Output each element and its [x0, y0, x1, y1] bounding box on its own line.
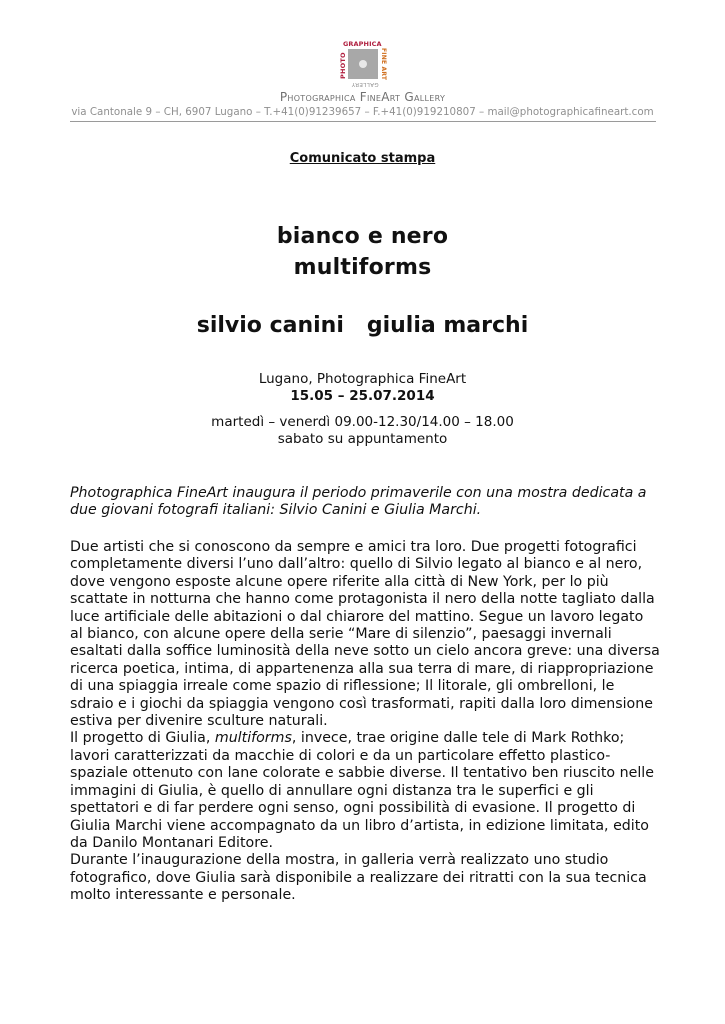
intro-paragraph: Photographica FineArt inaugura il periodo primaverile con una mostra dedicata a due giovani fotografi italiani: Silvio Canini e Giulia Marchi.	[70, 485, 647, 519]
exhibition-dates: 15.05 – 25.07.2014	[290, 388, 435, 404]
paragraph-giulia	[70, 730, 660, 852]
logo-square-icon	[348, 49, 378, 79]
logo-left-text: PHOTO	[339, 52, 347, 80]
paragraph-giulia-start: Il progetto di Giulia,	[70, 730, 215, 747]
gallery-address: via Cantonale 9 – CH, 6907 Lugano – T.+41(0)91239657 – F.+41(0)919210807 – mail@photographicafineart.com	[71, 106, 654, 118]
opening-hours: martedì – venerdì 09.00-12.30/14.00 – 18.00	[211, 414, 514, 430]
paragraph-giulia-rest: , invece, trae origine dalle tele di Mark Rothko; lavori caratterizzati da macchie di colori e da un particolare effetto plastico-spaziale ottenuto con lane colorate e sabbie diverse. Il tentativo ben riuscito nelle immagini di Giulia, è quello di annullare ogni distanza tra le superfici e gli spettatori e di far perdere ogni senso, ogni possibilità di evasione. Il progetto di Giulia Marchi viene accompagnato da un libro d’artista, in edizione limitata, edito da Danilo Montanari Editore.	[70, 730, 654, 851]
artists-names: silvio canini giulia marchi	[196, 313, 529, 338]
paragraph-silvio: Due artisti che si conoscono da sempre e amici tra loro. Due progetti fotografici completamente diversi l’uno dall’altro: quello di Silvio legato al bianco e al nero, dove vengono esposte alcune opere riferite alla città di New York, per lo più scattate in notturna che hanno come protagonista il nero della notte tagliato dalla luce artificiale delle abitazioni o dal chiarore del mattino. Segue un lavoro legato al bianco, con alcune opere della serie “Mare di silenzio”, paesaggi invernali esaltati dalla soffice luminosità della neve sotto un cielo ancora greve: una diversa ricerca poetica, intima, di appartenenza alla sua terra di mare, di riappropriazione di una spiaggia irreale come spazio di riflessione; Il litorale, gli ombrelloni, le sdraio e i giochi da spiaggia vengono così trasformati, rapiti dalla loro dimensione estiva per divenire sculture naturali.	[70, 539, 660, 730]
appointment-note: sabato su appuntamento	[277, 431, 448, 447]
header-divider	[70, 121, 656, 122]
paragraph-giulia-project: multiforms	[214, 730, 292, 747]
paragraph-inauguration: Durante l’inaugurazione della mostra, in galleria verrà realizzato uno studio fotografico, dove Giulia sarà disponibile a realizzare dei ritratti con la sua tecnica molto interessante e personale.	[70, 852, 647, 904]
main-text	[70, 539, 660, 905]
exhibition-title-line2: multiforms	[293, 255, 432, 280]
gallery-logo	[339, 40, 389, 90]
logo-top-text: GRAPHICA	[343, 40, 382, 48]
exhibition-title-line1: bianco e nero	[276, 224, 449, 249]
logo-bottom-text: GALLERY	[351, 81, 379, 87]
press-release-label: Comunicato stampa	[289, 151, 436, 166]
logo-right-text: FINE ART	[380, 48, 387, 81]
gallery-name: Photographica FineArt Gallery	[279, 90, 446, 104]
venue: Lugano, Photographica FineArt	[258, 371, 467, 387]
